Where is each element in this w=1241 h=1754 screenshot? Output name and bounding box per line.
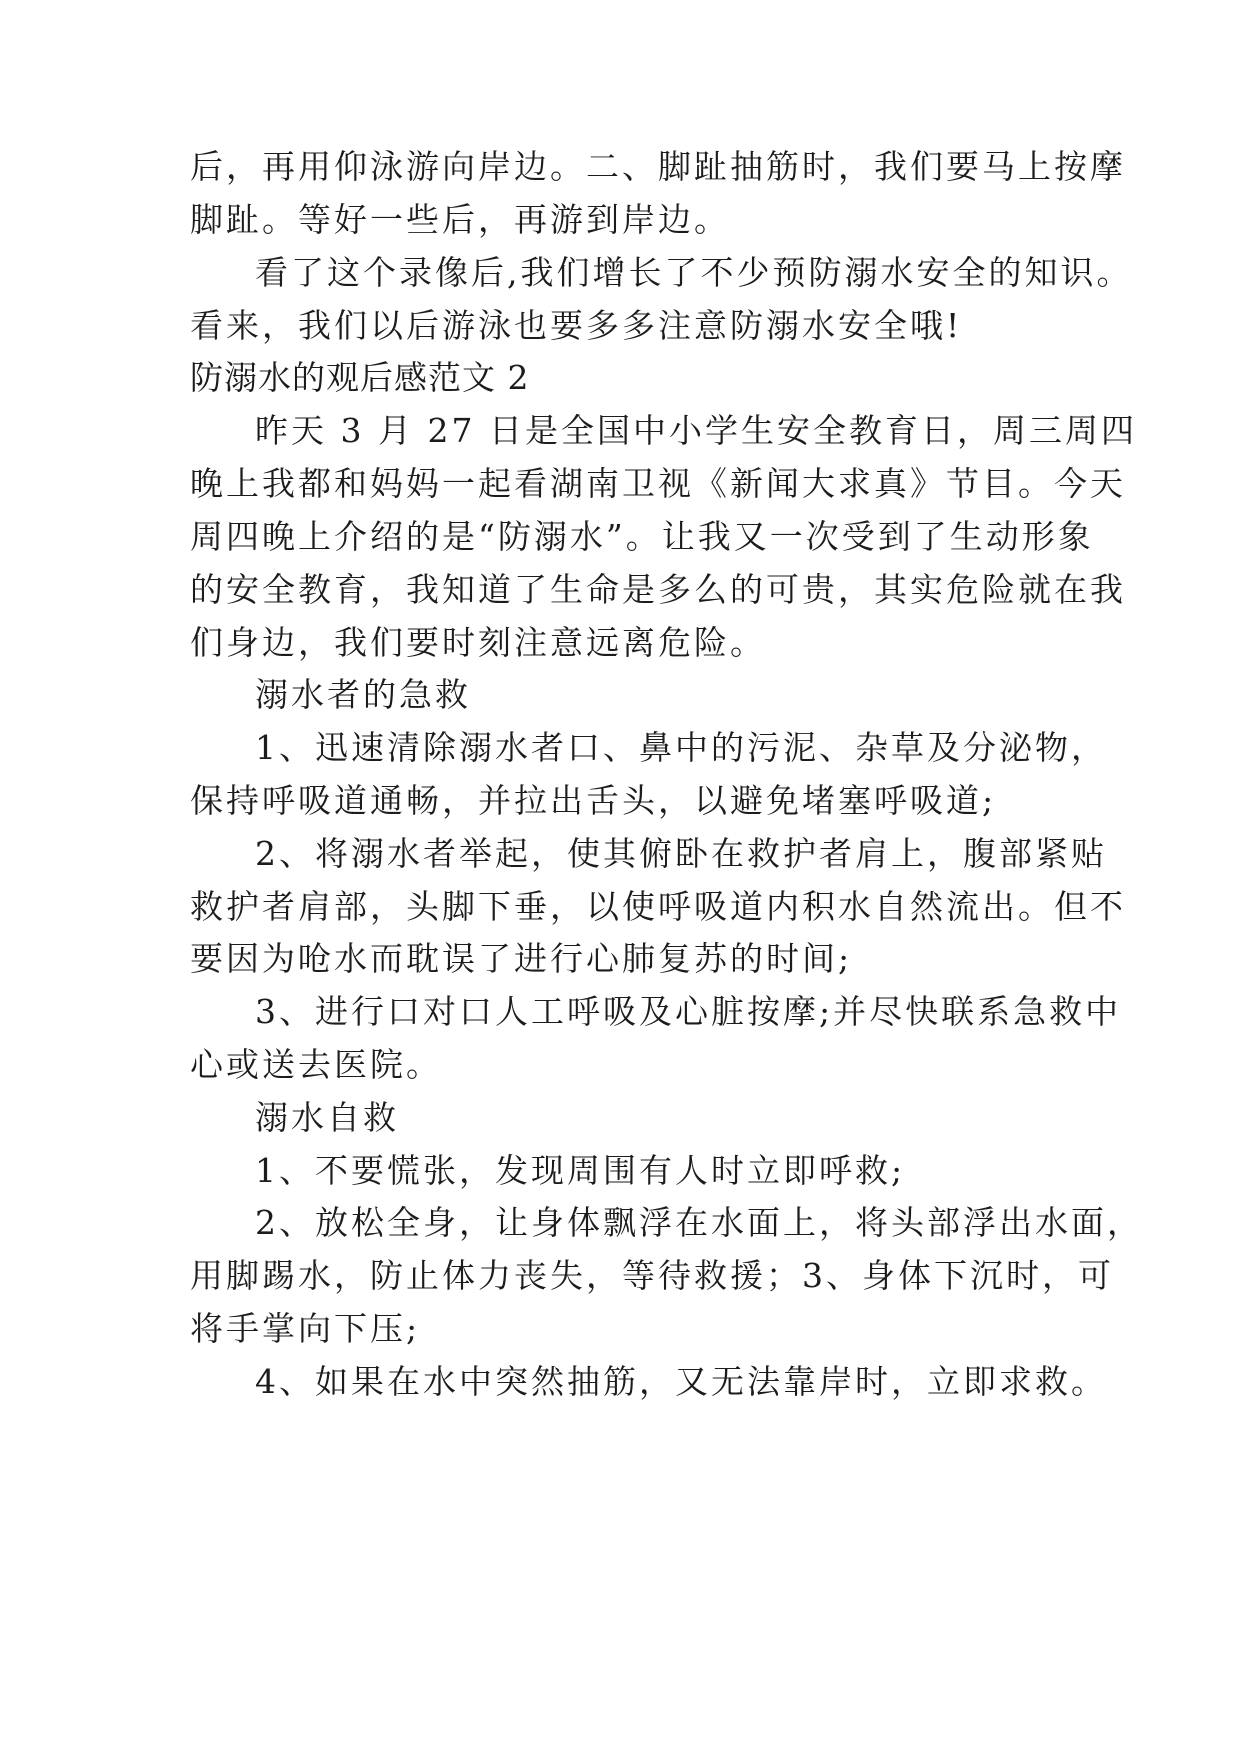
body-text-line: 的安全教育，我知道了生命是多么的可贵，其实危险就在我: [190, 570, 1126, 609]
paragraph-first-line: 昨天 3 月 27 日是全国中小学生安全教育日，周三周四: [255, 411, 1137, 450]
body-text-line: 救护者肩部，头脚下垂，以使呼吸道内积水自然流出。但不: [190, 887, 1126, 926]
body-text-line: 周四晚上介绍的是“防溺水”。让我又一次受到了生动形象: [190, 517, 1094, 556]
body-text-line: 们身边，我们要时刻注意远离危险。: [190, 623, 766, 662]
list-item-first-line: 1、迅速清除溺水者口、鼻中的污泥、杂草及分泌物，: [255, 728, 1107, 767]
body-text-line: 后，再用仰泳游向岸边。二、脚趾抽筋时，我们要马上按摩: [190, 147, 1126, 186]
body-text-line: 用脚踢水，防止体力丧失，等待救援；3、身体下沉时，可: [190, 1256, 1114, 1295]
subheading-self-rescue: 溺水自救: [255, 1098, 399, 1137]
list-item-first-line: 3、进行口对口人工呼吸及心脏按摩;并尽快联系急救中: [255, 992, 1122, 1031]
body-text-line: 保持呼吸道通畅，并拉出舌头，以避免堵塞呼吸道;: [190, 781, 997, 820]
section-heading: 防溺水的观后感范文 2: [190, 358, 530, 397]
list-item-first-line: 4、如果在水中突然抽筋，又无法靠岸时，立即求救。: [255, 1362, 1107, 1401]
paragraph-first-line: 看了这个录像后,我们增长了不少预防溺水安全的知识。: [255, 253, 1133, 292]
list-item-first-line: 1、不要慌张，发现周围有人时立即呼救;: [255, 1151, 906, 1190]
body-text-line: 心或送去医院。: [190, 1045, 442, 1084]
body-text-line: 看来，我们以后游泳也要多多注意防溺水安全哦!: [190, 306, 963, 345]
list-item-first-line: 2、放松全身，让身体飘浮在水面上，将头部浮出水面，: [255, 1203, 1143, 1242]
body-text-line: 晚上我都和妈妈一起看湖南卫视《新闻大求真》节目。今天: [190, 464, 1126, 503]
list-item-first-line: 2、将溺水者举起，使其俯卧在救护者肩上，腹部紧贴: [255, 834, 1107, 873]
body-text-line: 将手掌向下压;: [190, 1309, 421, 1348]
body-text-line: 脚趾。等好一些后，再游到岸边。: [190, 200, 730, 239]
subheading-first-aid: 溺水者的急救: [255, 675, 471, 714]
body-text-line: 要因为呛水而耽误了进行心肺复苏的时间;: [190, 939, 853, 978]
